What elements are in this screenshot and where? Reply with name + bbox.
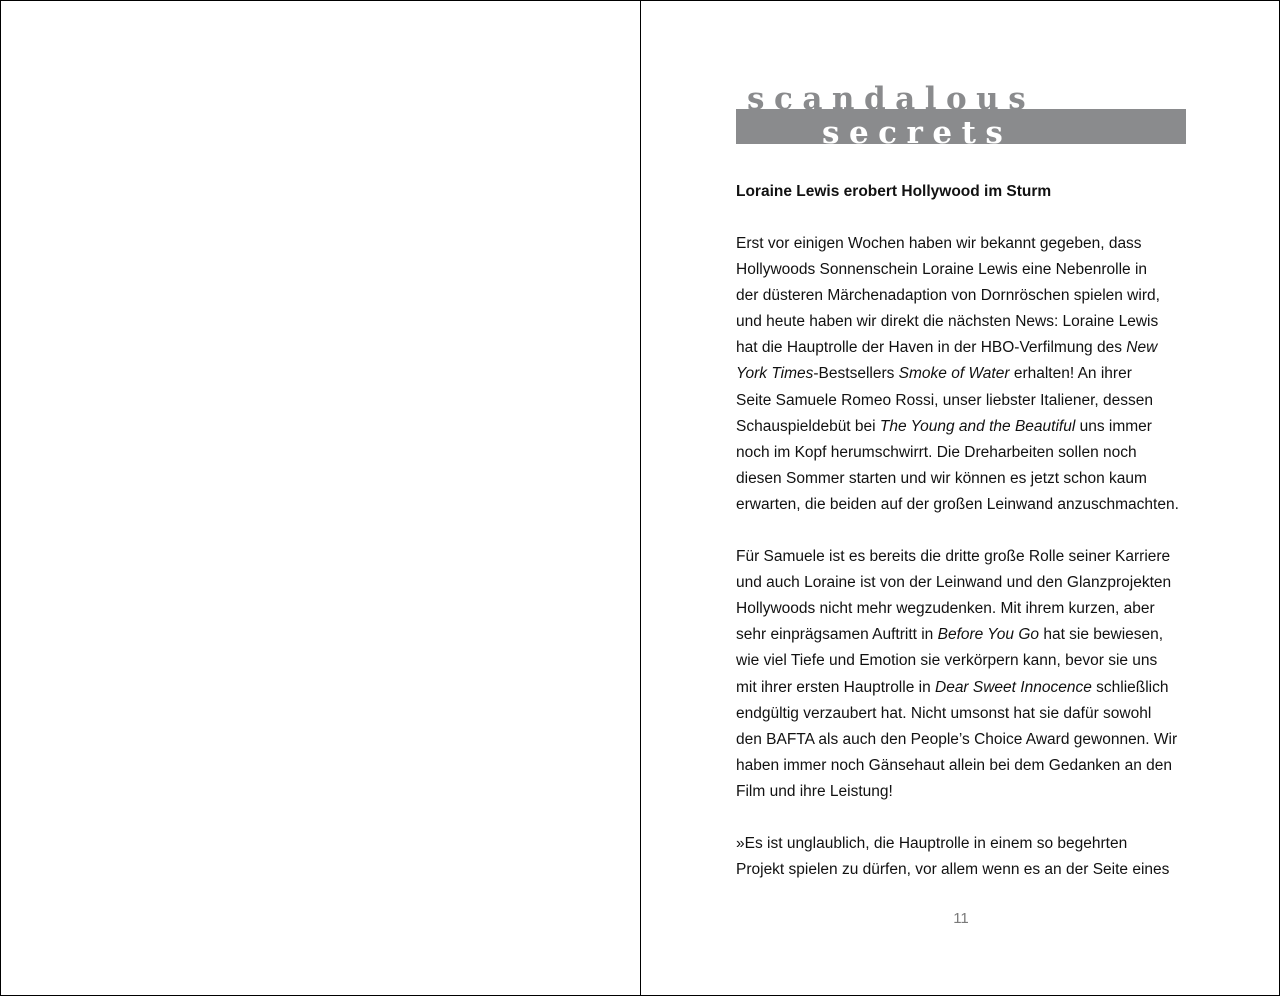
paragraph-line [736,753,1196,779]
paragraph-line [736,675,1196,701]
paragraph-line [736,283,1196,309]
italic-title: Dear Sweet Innocence [935,678,1092,696]
text-run: wie viel Tiefe und Emotion sie verkörpern kann, bevor sie uns [736,652,1158,670]
text-run: den BAFTA als auch den People’s Choice Award gewonnen. Wir [736,730,1178,748]
text-run: sehr einprägsamen Auftritt in [736,626,938,644]
paragraph-line [736,857,1196,883]
paragraph-line [736,492,1196,518]
article [736,179,1196,909]
paragraph-line [736,544,1196,570]
text-run: haben immer noch Gänsehaut allein bei dem Gedanken an den [736,756,1173,774]
italic-title: The Young and the Beautiful [879,417,1076,435]
text-run: mit ihrer ersten Hauptrolle in [736,678,935,696]
text-run: Hollywoods Sonnenschein Loraine Lewis eine Nebenrolle in [736,261,1148,279]
text-run: hat sie bewiesen, [1039,626,1164,644]
text-run: hat die Hauptrolle der Haven in der HBO-Verfilmung des [736,339,1127,357]
text-run: Für Samuele ist es bereits die dritte große Rolle seiner Karriere [736,548,1171,566]
text-run: Hollywoods nicht mehr wegzudenken. Mit ihrem kurzen, aber [736,600,1155,618]
paragraph-line [736,231,1196,257]
logo-word-scandalous: scandalous [747,81,1036,117]
italic-title: New [1126,339,1158,357]
article-paragraph [736,831,1196,883]
text-run: »Es ist unglaublich, die Hauptrolle in einem so begehrten [736,834,1128,852]
paragraph-line [736,570,1196,596]
page-number: 11 [953,910,969,927]
text-run: Film und ihre Leistung! [736,782,893,800]
text-run: Seite Samuele Romeo Rossi, unser liebster Italiener, dessen [736,391,1153,409]
text-run: erwarten, die beiden auf der großen Leinwand anzuschmachten. [736,495,1179,513]
paragraph-line [736,309,1196,335]
text-run: Projekt spielen zu dürfen, vor allem wenn es an der Seite eines [736,861,1170,879]
text-run: schließlich [1091,678,1169,696]
text-run: noch im Kopf herumschwirrt. Die Dreharbeiten sollen noch [736,443,1137,461]
text-run: Erst vor einigen Wochen haben wir bekannt gegeben, dass [736,235,1142,252]
paragraph-line [736,466,1196,492]
paragraph-line [736,388,1196,414]
paragraph-line [736,596,1196,622]
paragraph-line [736,831,1196,857]
italic-title: Before You Go [937,626,1040,644]
text-run: -Bestsellers [813,365,899,383]
paragraph-line [736,440,1196,466]
italic-title: Smoke of Water [898,365,1010,383]
text-run: uns immer [1075,417,1152,435]
paragraph-line [736,727,1196,753]
text-run: Schauspieldebüt bei [736,417,880,435]
italic-title: York Times [736,365,814,383]
logo-word-secrets: secrets [822,115,1013,151]
article-paragraph [736,231,1196,518]
text-run: der düsteren Märchenadaption von Dornröschen spielen wird, [736,287,1160,305]
text-run: und heute haben wir direkt die nächsten News: Loraine Lewis [736,313,1159,331]
paragraph-line [736,622,1196,648]
paragraph-line [736,779,1196,805]
paragraph-line [736,257,1196,283]
text-run: diesen Sommer starten und wir können es jetzt schon kaum [736,469,1147,487]
paragraph-line [736,701,1196,727]
scandalous-secrets-logo [736,81,1186,151]
paragraph-line [736,648,1196,674]
paragraph-line [736,414,1196,440]
text-run: und auch Loraine ist von der Leinwand und den Glanzprojekten [736,574,1172,592]
text-run: endgültig verzaubert hat. Nicht umsonst hat sie dafür sowohl [736,704,1152,722]
paragraph-line [736,361,1196,387]
article-headline: Loraine Lewis erobert Hollywood im Sturm [736,183,1052,200]
right-page [640,0,1280,996]
paragraph-line [736,335,1196,361]
text-run: erhalten! An ihrer [1009,365,1132,383]
article-paragraph [736,544,1196,805]
article-body [736,231,1196,883]
